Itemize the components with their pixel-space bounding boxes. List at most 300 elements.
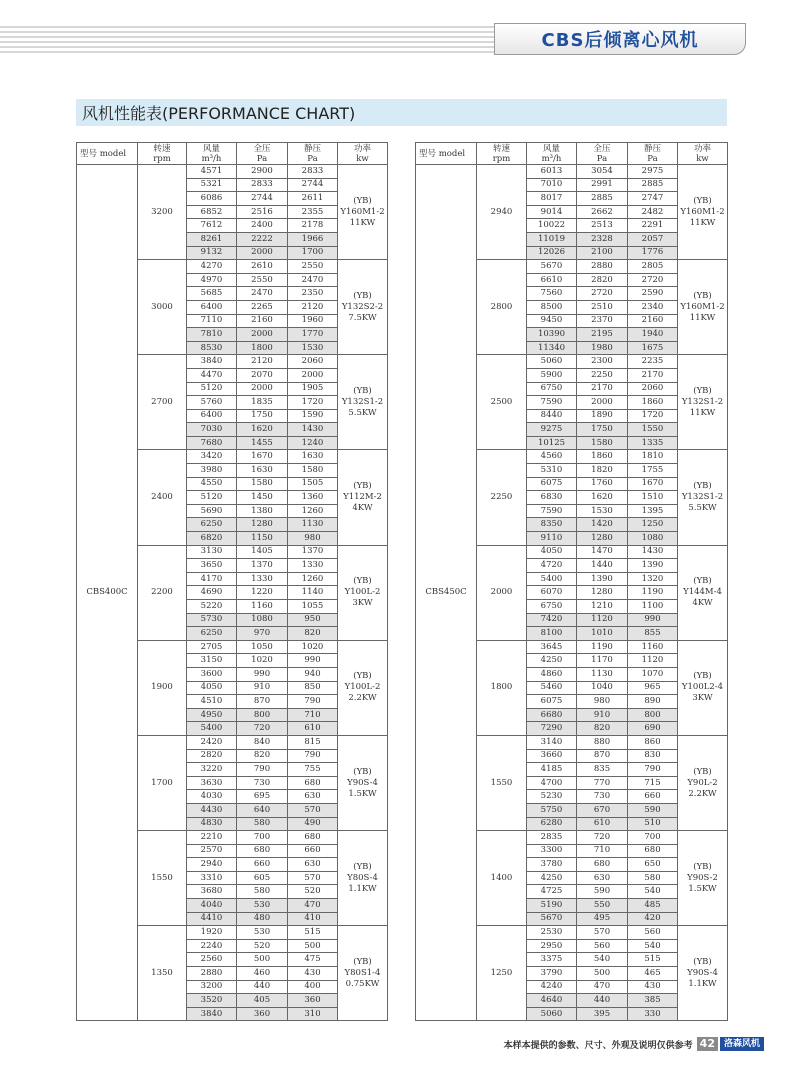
motor-power-line: 2.2KW [688,788,717,799]
static-pressure-cell: 2057 [628,232,678,246]
motor-power-line: (YB) [693,290,712,301]
static-pressure-cell: 1240 [288,436,338,450]
total-pressure-cell: 870 [577,749,628,763]
flow-cell: 9275 [527,423,577,437]
static-pressure-cell: 410 [288,912,338,926]
motor-power-cell [338,165,388,260]
flow-cell: 2705 [187,640,237,654]
col-total-pressure: 全压 Pa [237,143,288,165]
total-pressure-cell: 1390 [577,572,628,586]
flow-cell: 9014 [527,205,577,219]
motor-power-line: Y100L-2 [344,587,381,598]
flow-cell: 3840 [187,355,237,369]
static-pressure-cell: 610 [288,722,338,736]
rpm-cell: 1900 [138,640,187,735]
static-pressure-cell: 360 [288,994,338,1008]
flow-cell: 9450 [527,314,577,328]
flow-cell: 3840 [187,1007,237,1021]
static-pressure-cell: 1335 [628,436,678,450]
motor-power-line: Y80S1-4 [344,967,381,978]
motor-power-cell [338,355,388,450]
static-pressure-cell: 1580 [288,464,338,478]
total-pressure-cell: 1370 [237,559,288,573]
motor-power-cell [338,735,388,830]
motor-power-cell [678,545,728,640]
rpm-cell: 2700 [138,355,187,450]
static-pressure-cell: 1250 [628,518,678,532]
flow-cell: 6070 [527,586,577,600]
static-pressure-cell: 2340 [628,300,678,314]
total-pressure-cell: 2470 [237,287,288,301]
total-pressure-cell: 820 [237,749,288,763]
total-pressure-cell: 680 [577,858,628,872]
motor-power-line: 11KW [349,217,376,228]
flow-cell: 4050 [527,545,577,559]
flow-cell: 3660 [527,749,577,763]
col-power: 功率 kw [678,143,728,165]
motor-power-line: (YB) [693,576,712,587]
flow-cell: 4410 [187,912,237,926]
motor-power-line: 3KW [352,598,373,609]
flow-cell: 5120 [187,382,237,396]
total-pressure-cell: 1160 [237,600,288,614]
total-pressure-cell: 495 [577,912,628,926]
static-pressure-cell: 1670 [628,477,678,491]
flow-cell: 3680 [187,885,237,899]
flow-cell: 8017 [527,192,577,206]
static-pressure-cell: 660 [288,844,338,858]
rpm-cell: 1800 [477,640,527,735]
total-pressure-cell: 1020 [237,654,288,668]
total-pressure-cell: 1835 [237,396,288,410]
static-pressure-cell: 1360 [288,491,338,505]
flow-cell: 5190 [527,899,577,913]
total-pressure-cell: 1620 [577,491,628,505]
static-pressure-cell: 1590 [288,409,338,423]
flow-cell: 4250 [527,871,577,885]
total-pressure-cell: 1580 [577,436,628,450]
rpm-cell: 2200 [138,545,187,640]
motor-power-line: Y160M1-2 [340,206,385,217]
motor-power-line: (YB) [693,671,712,682]
flow-cell: 6086 [187,192,237,206]
static-pressure-cell: 890 [628,695,678,709]
total-pressure-cell: 2662 [577,205,628,219]
static-pressure-cell: 1755 [628,464,678,478]
col-static-pressure: 静压 Pa [288,143,338,165]
flow-cell: 4571 [187,165,237,179]
total-pressure-cell: 605 [237,871,288,885]
flow-cell: 4700 [527,776,577,790]
rpm-cell: 3000 [138,260,187,355]
col-total-pressure: 全压 Pa [577,143,628,165]
total-pressure-cell: 790 [237,763,288,777]
motor-power-line: (YB) [353,766,372,777]
flow-cell: 4170 [187,572,237,586]
flow-cell: 6250 [187,627,237,641]
total-pressure-cell: 720 [577,831,628,845]
performance-table-left [76,142,388,1021]
motor-power-line: 5.5KW [348,407,377,418]
total-pressure-cell: 1170 [577,654,628,668]
total-pressure-cell: 2000 [237,328,288,342]
flow-cell: 6680 [527,708,577,722]
static-pressure-cell: 1130 [288,518,338,532]
flow-cell: 3200 [187,980,237,994]
static-pressure-cell: 940 [288,667,338,681]
static-pressure-cell: 1966 [288,232,338,246]
static-pressure-cell: 2590 [628,287,678,301]
static-pressure-cell: 1055 [288,600,338,614]
total-pressure-cell: 550 [577,899,628,913]
flow-cell: 11019 [527,232,577,246]
static-pressure-cell: 680 [288,831,338,845]
total-pressure-cell: 3054 [577,165,628,179]
total-pressure-cell: 570 [577,926,628,940]
motor-power-cell [338,545,388,640]
total-pressure-cell: 770 [577,776,628,790]
total-pressure-cell: 405 [237,994,288,1008]
flow-cell: 6830 [527,491,577,505]
flow-cell: 6013 [527,165,577,179]
total-pressure-cell: 2400 [237,219,288,233]
static-pressure-cell: 2235 [628,355,678,369]
motor-power-line: (YB) [693,861,712,872]
flow-cell: 4510 [187,695,237,709]
static-pressure-cell: 465 [628,967,678,981]
static-pressure-cell: 500 [288,939,338,953]
motor-power-line: (YB) [353,956,372,967]
rpm-cell: 2940 [477,165,527,260]
flow-cell: 4720 [527,559,577,573]
total-pressure-cell: 530 [237,899,288,913]
static-pressure-cell: 2550 [288,260,338,274]
total-pressure-cell: 440 [237,980,288,994]
total-pressure-cell: 2100 [577,246,628,260]
flow-cell: 5120 [187,491,237,505]
static-pressure-cell: 2470 [288,273,338,287]
motor-power-line: Y90S-2 [687,872,718,883]
total-pressure-cell: 2170 [577,382,628,396]
total-pressure-cell: 1530 [577,504,628,518]
flow-cell: 5220 [187,600,237,614]
flow-cell: 4185 [527,763,577,777]
total-pressure-cell: 1800 [237,341,288,355]
static-pressure-cell: 515 [288,926,338,940]
flow-cell: 4725 [527,885,577,899]
total-pressure-cell: 2550 [237,273,288,287]
static-pressure-cell: 470 [288,899,338,913]
motor-power-line: Y132S1-2 [681,396,724,407]
static-pressure-cell: 2160 [628,314,678,328]
total-pressure-cell: 2720 [577,287,628,301]
motor-power-line: 2.2KW [348,693,377,704]
static-pressure-cell: 2060 [628,382,678,396]
flow-cell: 3780 [527,858,577,872]
total-pressure-cell: 2195 [577,328,628,342]
static-pressure-cell: 1140 [288,586,338,600]
flow-cell: 2560 [187,953,237,967]
total-pressure-cell: 980 [577,695,628,709]
static-pressure-cell: 855 [628,627,678,641]
flow-cell: 5900 [527,368,577,382]
model-cell: CBS450C [416,165,477,1021]
flow-cell: 3420 [187,450,237,464]
flow-cell: 7560 [527,287,577,301]
total-pressure-cell: 2513 [577,219,628,233]
static-pressure-cell: 570 [288,803,338,817]
total-pressure-cell: 1580 [237,477,288,491]
total-pressure-cell: 1980 [577,341,628,355]
static-pressure-cell: 790 [628,763,678,777]
motor-power-cell [338,260,388,355]
flow-cell: 5400 [527,572,577,586]
total-pressure-cell: 1210 [577,600,628,614]
flow-cell: 11340 [527,341,577,355]
total-pressure-cell: 2370 [577,314,628,328]
motor-power-line: 1.1KW [688,978,717,989]
flow-cell: 4830 [187,817,237,831]
flow-cell: 8350 [527,518,577,532]
total-pressure-cell: 440 [577,994,628,1008]
static-pressure-cell: 815 [288,735,338,749]
total-pressure-cell: 640 [237,803,288,817]
motor-power-cell [338,831,388,926]
flow-cell: 7612 [187,219,237,233]
flow-cell: 4470 [187,368,237,382]
static-pressure-cell: 330 [628,1007,678,1021]
static-pressure-cell: 475 [288,953,338,967]
total-pressure-cell: 700 [237,831,288,845]
static-pressure-cell: 540 [628,885,678,899]
rpm-cell: 2800 [477,260,527,355]
total-pressure-cell: 1190 [577,640,628,654]
flow-cell: 6750 [527,600,577,614]
flow-cell: 10022 [527,219,577,233]
total-pressure-cell: 1330 [237,572,288,586]
flow-cell: 5670 [527,912,577,926]
flow-cell: 4430 [187,803,237,817]
total-pressure-cell: 480 [237,912,288,926]
flow-cell: 7110 [187,314,237,328]
static-pressure-cell: 800 [628,708,678,722]
total-pressure-cell: 560 [577,939,628,953]
flow-cell: 9110 [527,532,577,546]
motor-power-line: Y132S2-2 [341,301,384,312]
static-pressure-cell: 2833 [288,165,338,179]
flow-cell: 5760 [187,396,237,410]
static-pressure-cell: 2975 [628,165,678,179]
flow-cell: 7030 [187,423,237,437]
static-pressure-cell: 2060 [288,355,338,369]
total-pressure-cell: 590 [577,885,628,899]
flow-cell: 6750 [527,382,577,396]
static-pressure-cell: 965 [628,681,678,695]
static-pressure-cell: 1120 [628,654,678,668]
flow-cell: 3650 [187,559,237,573]
static-pressure-cell: 1810 [628,450,678,464]
rpm-cell: 1400 [477,831,527,926]
total-pressure-cell: 1890 [577,409,628,423]
static-pressure-cell: 650 [628,858,678,872]
flow-cell: 7810 [187,328,237,342]
total-pressure-cell: 2610 [237,260,288,274]
flow-cell: 2420 [187,735,237,749]
static-pressure-cell: 1530 [288,341,338,355]
motor-power-line: (YB) [353,861,372,872]
motor-power-line: (YB) [353,671,372,682]
total-pressure-cell: 820 [577,722,628,736]
total-pressure-cell: 2885 [577,192,628,206]
rpm-cell: 3200 [138,165,187,260]
motor-power-line: (YB) [353,481,372,492]
motor-power-line: Y144M-4 [683,587,722,598]
total-pressure-cell: 2900 [237,165,288,179]
static-pressure-cell: 2178 [288,219,338,233]
static-pressure-cell: 1370 [288,545,338,559]
motor-power-line: 11KW [689,217,716,228]
total-pressure-cell: 2820 [577,273,628,287]
static-pressure-cell: 860 [628,735,678,749]
total-pressure-cell: 710 [577,844,628,858]
flow-cell: 3220 [187,763,237,777]
static-pressure-cell: 2482 [628,205,678,219]
total-pressure-cell: 2880 [577,260,628,274]
motor-power-line: (YB) [353,195,372,206]
flow-cell: 5750 [527,803,577,817]
static-pressure-cell: 2350 [288,287,338,301]
flow-cell: 5060 [527,1007,577,1021]
flow-cell: 6610 [527,273,577,287]
total-pressure-cell: 520 [237,939,288,953]
total-pressure-cell: 1440 [577,559,628,573]
total-pressure-cell: 2300 [577,355,628,369]
static-pressure-cell: 420 [628,912,678,926]
flow-cell: 6400 [187,300,237,314]
flow-cell: 6075 [527,477,577,491]
flow-cell: 8261 [187,232,237,246]
col-power: 功率 kw [338,143,388,165]
total-pressure-cell: 670 [577,803,628,817]
total-pressure-cell: 580 [237,885,288,899]
motor-power-cell [678,735,728,830]
static-pressure-cell: 1160 [628,640,678,654]
total-pressure-cell: 2160 [237,314,288,328]
total-pressure-cell: 1630 [237,464,288,478]
motor-power-line: 11KW [689,312,716,323]
static-pressure-cell: 990 [288,654,338,668]
static-pressure-cell: 1190 [628,586,678,600]
total-pressure-cell: 2250 [577,368,628,382]
total-pressure-cell: 580 [237,817,288,831]
flow-cell: 3140 [527,735,577,749]
motor-power-line: Y160M1-2 [680,301,725,312]
total-pressure-cell: 910 [577,708,628,722]
static-pressure-cell: 515 [628,953,678,967]
static-pressure-cell: 520 [288,885,338,899]
total-pressure-cell: 1620 [237,423,288,437]
rpm-cell: 1250 [477,926,527,1021]
flow-cell: 6400 [187,409,237,423]
total-pressure-cell: 720 [237,722,288,736]
motor-power-cell [678,831,728,926]
static-pressure-cell: 560 [628,926,678,940]
static-pressure-cell: 2805 [628,260,678,274]
total-pressure-cell: 500 [237,953,288,967]
flow-cell: 3130 [187,545,237,559]
total-pressure-cell: 1280 [237,518,288,532]
static-pressure-cell: 680 [628,844,678,858]
motor-power-line: Y90S-4 [347,777,378,788]
flow-cell: 4970 [187,273,237,287]
static-pressure-cell: 490 [288,817,338,831]
total-pressure-cell: 530 [237,926,288,940]
static-pressure-cell: 2885 [628,178,678,192]
flow-cell: 6820 [187,532,237,546]
static-pressure-cell: 1720 [288,396,338,410]
static-pressure-cell: 1020 [288,640,338,654]
motor-power-cell [678,260,728,355]
total-pressure-cell: 460 [237,967,288,981]
motor-power-cell [678,450,728,545]
rpm-cell: 1550 [138,831,187,926]
footer-note: 本样本提供的参数、尺寸、外观及说明仅供参考 [503,1040,693,1051]
motor-power-line: (YB) [353,576,372,587]
total-pressure-cell: 1470 [577,545,628,559]
static-pressure-cell: 2355 [288,205,338,219]
flow-cell: 5685 [187,287,237,301]
motor-power-line: (YB) [693,481,712,492]
static-pressure-cell: 950 [288,613,338,627]
static-pressure-cell: 1070 [628,667,678,681]
motor-power-cell [678,640,728,735]
flow-cell: 4030 [187,790,237,804]
static-pressure-cell: 1260 [288,572,338,586]
static-pressure-cell: 700 [628,831,678,845]
motor-power-line: Y80S-4 [347,872,378,883]
static-pressure-cell: 510 [628,817,678,831]
motor-power-line: (YB) [353,290,372,301]
static-pressure-cell: 430 [288,967,338,981]
flow-cell: 7290 [527,722,577,736]
flow-cell: 7420 [527,613,577,627]
static-pressure-cell: 2744 [288,178,338,192]
total-pressure-cell: 2000 [237,246,288,260]
static-pressure-cell: 660 [628,790,678,804]
total-pressure-cell: 470 [577,980,628,994]
motor-power-line: 11KW [689,407,716,418]
motor-power-line: (YB) [353,385,372,396]
static-pressure-cell: 570 [288,871,338,885]
motor-power-cell [338,640,388,735]
static-pressure-cell: 1905 [288,382,338,396]
total-pressure-cell: 1380 [237,504,288,518]
total-pressure-cell: 695 [237,790,288,804]
total-pressure-cell: 1280 [577,586,628,600]
col-rpm: 转速 rpm [477,143,527,165]
col-flow: 风量 m³/h [187,143,237,165]
flow-cell: 2530 [527,926,577,940]
static-pressure-cell: 1550 [628,423,678,437]
flow-cell: 7590 [527,504,577,518]
motor-power-line: 1.1KW [348,883,377,894]
flow-cell: 2210 [187,831,237,845]
flow-cell: 8530 [187,341,237,355]
static-pressure-cell: 430 [628,980,678,994]
flow-cell: 4860 [527,667,577,681]
flow-cell: 4050 [187,681,237,695]
col-static-pressure: 静压 Pa [628,143,678,165]
